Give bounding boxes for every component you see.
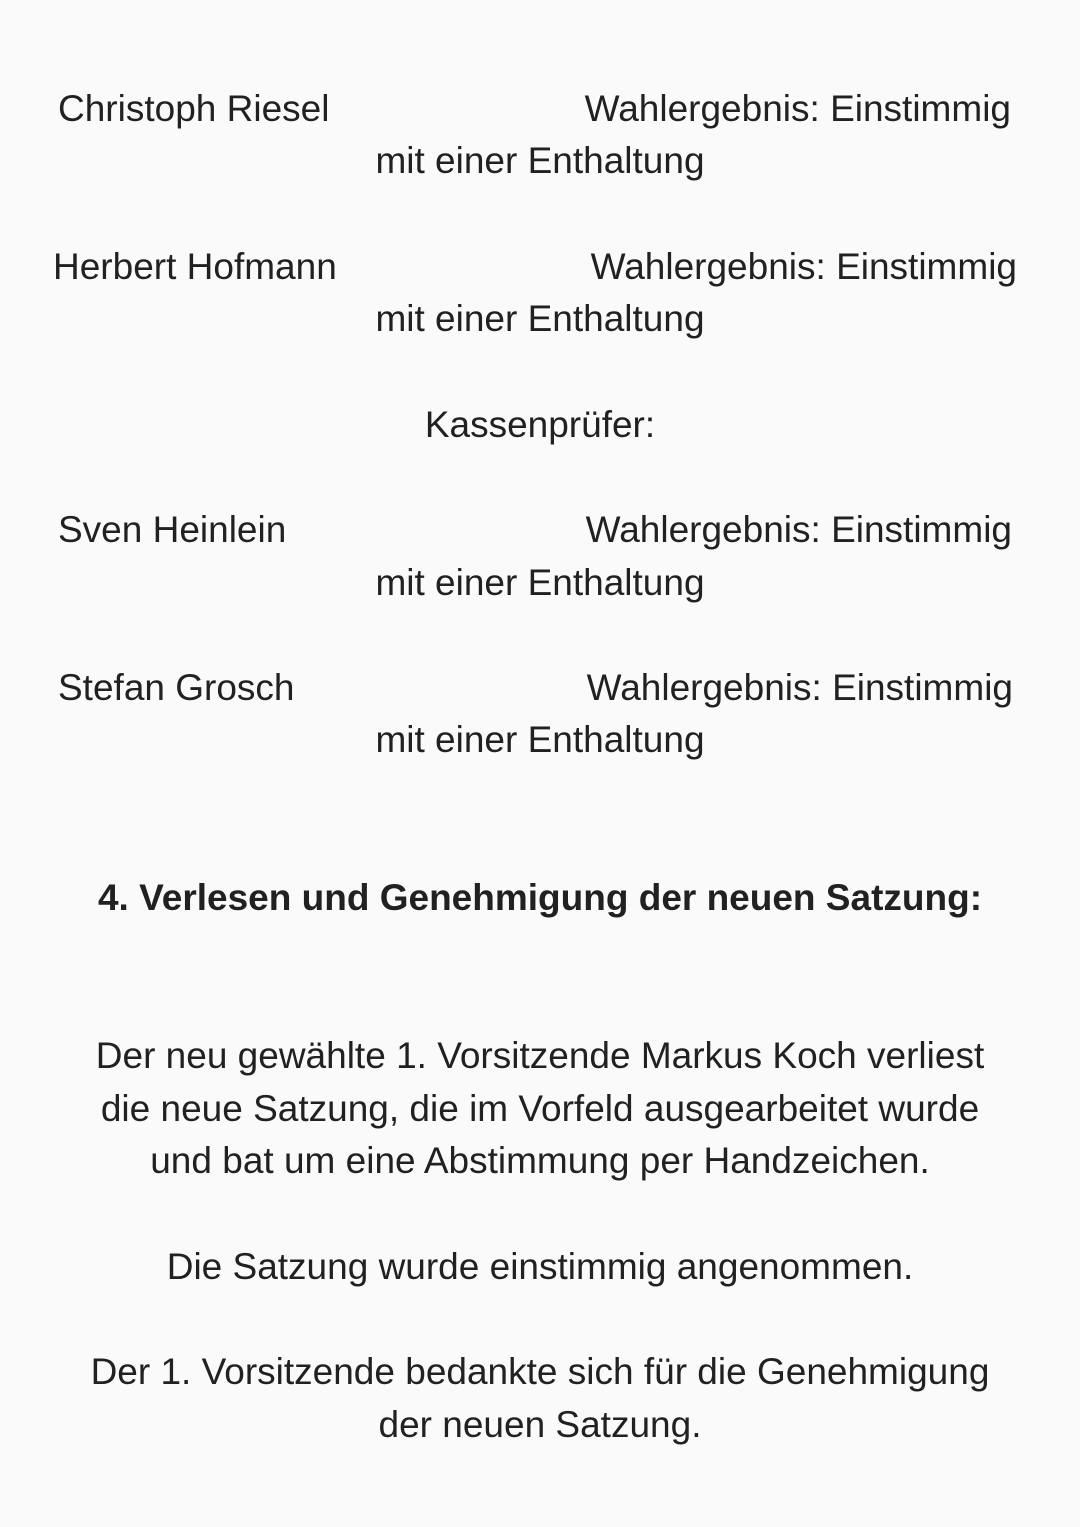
paragraph-line: der neuen Satzung. [378, 1404, 702, 1445]
paragraph-line: und bat um eine Abstimmung per Handzeichen. [150, 1140, 930, 1181]
election-result: Wahlergebnis: Einstimmig [584, 88, 1011, 129]
election-result: Wahlergebnis: Einstimmig [586, 667, 1013, 708]
election-result: Wahlergebnis: Einstimmig [585, 509, 1012, 550]
election-result: Wahlergebnis: Einstimmig [590, 246, 1017, 287]
election-result-continuation: mit einer Enthaltung [375, 562, 705, 603]
candidate-name: Herbert Hofmann [53, 246, 337, 287]
candidate-name: Sven Heinlein [58, 509, 287, 550]
paragraph-line: Der neu gewählte 1. Vorsitzende Markus Koch verliest [95, 1035, 985, 1076]
paragraph-line: die neue Satzung, die im Vorfeld ausgearbeitet wurde [100, 1088, 980, 1129]
kassenpruefer-label: Kassenprüfer: [424, 404, 656, 445]
candidate-name: Christoph Riesel [58, 88, 330, 129]
paragraph-line: Die Satzung wurde einstimmig angenommen. [166, 1246, 914, 1287]
section-heading: 4. Verlesen und Genehmigung der neuen Satzung: [97, 877, 983, 918]
election-result-continuation: mit einer Enthaltung [375, 298, 705, 339]
candidate-name: Stefan Grosch [58, 667, 295, 708]
election-result-continuation: mit einer Enthaltung [375, 719, 705, 760]
election-result-continuation: mit einer Enthaltung [375, 140, 705, 181]
paragraph-line: Der 1. Vorsitzende bedankte sich für die Genehmigung [90, 1351, 990, 1392]
